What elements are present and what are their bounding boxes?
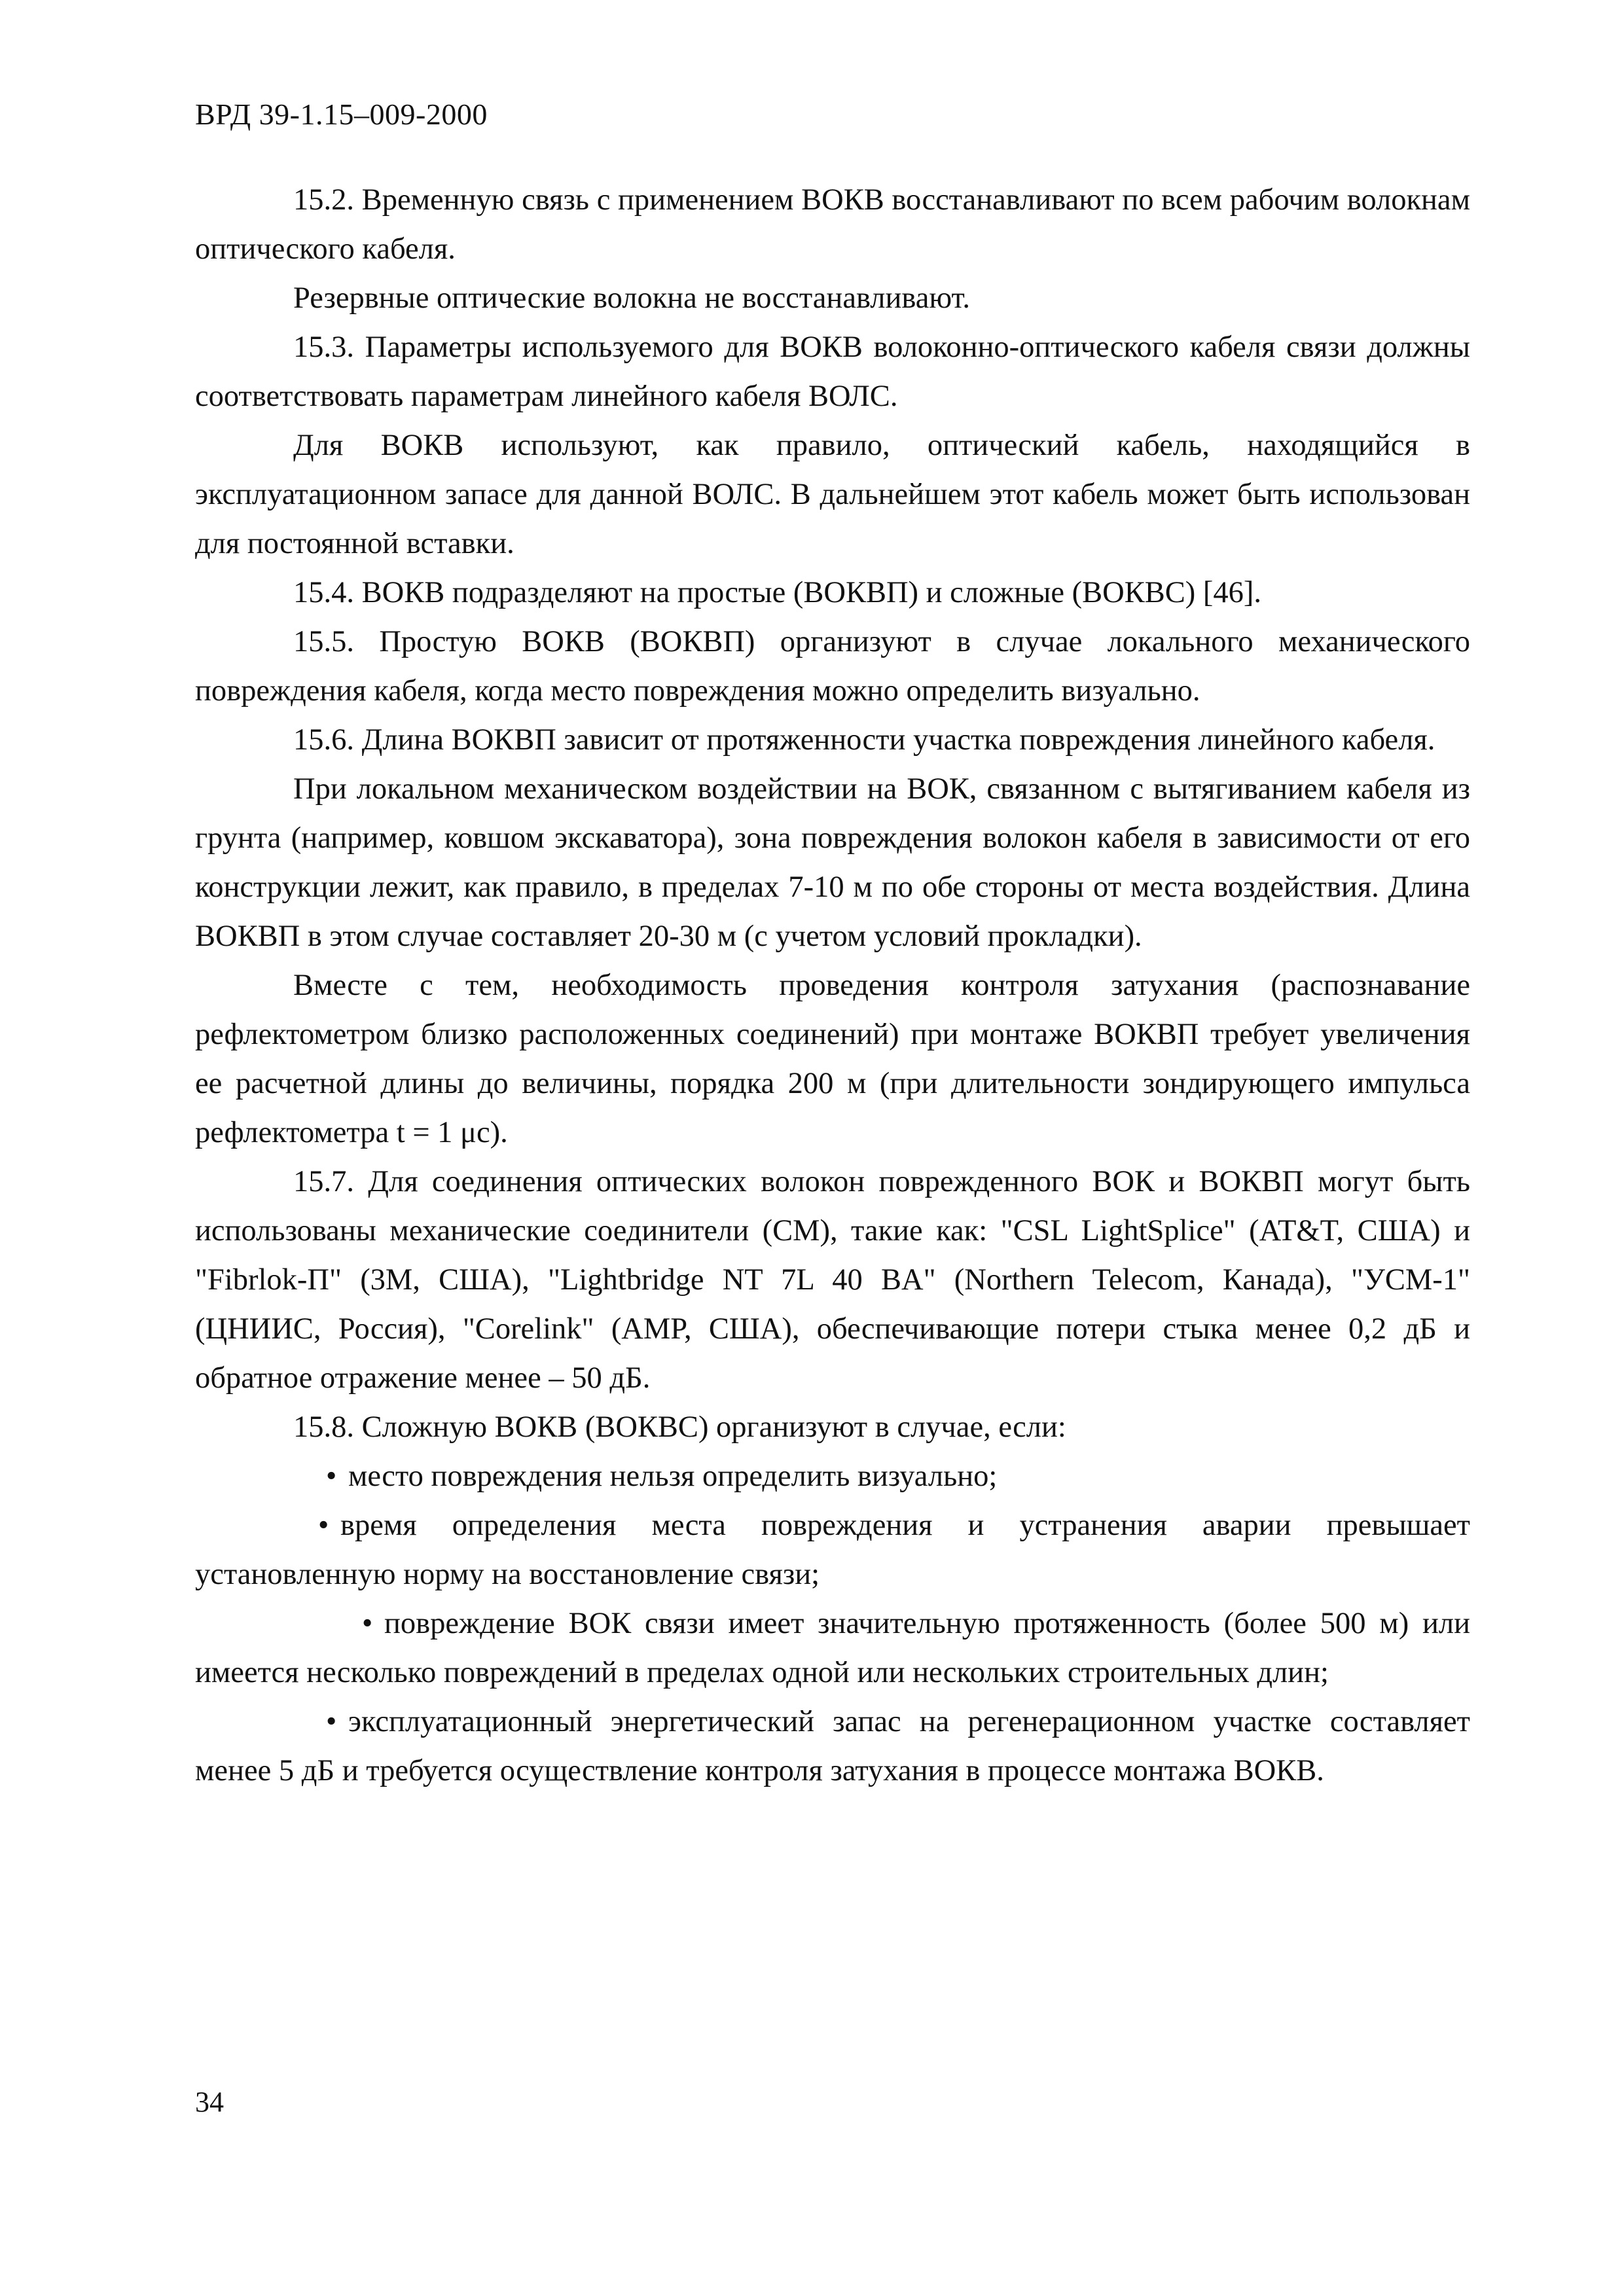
bullet-text: место повреждения нельзя определить визуально;	[348, 1460, 998, 1493]
bullet-icon: •	[326, 1705, 337, 1738]
document-code-header: ВРД 39-1.15–009-2000	[195, 98, 488, 131]
paragraph-15-7: 15.7. Для соединения оптических волокон поврежденного ВОК и ВОКВП могут быть использованы механические соединители (СМ), такие как: "CSL LightSplice" (AT&T, США) и "Fibrlok-П" (3М, США), "Lightbridge NT 7L 40 BA" (Northern Telecom, Канада), "УСМ-1" (ЦНИИС, Россия), "Corelink" (AMP, США), обеспечивающие потери стыка менее 0,2 дБ и обратное отражение менее – 50 дБ.	[195, 1165, 1470, 1395]
paragraph-attenuation-control: Вместе с тем, необходимость проведения контроля затухания (распознавание рефлектометром близко расположенных соединений) при монтаже ВОКВП требует увеличения ее расчетной длины до величины, порядка 200 м (при длительности зондирующего импульса рефлектометра t = 1 μс).	[195, 969, 1470, 1149]
bullet-icon: •	[362, 1607, 373, 1640]
paragraph-cable-usage: Для ВОКВ используют, как правило, оптический кабель, находящийся в эксплуатационном запасе для данной ВОЛС. В дальнейшем этот кабель может быть использован для постоянной вставки.	[195, 429, 1470, 560]
paragraph-15-3: 15.3. Параметры используемого для ВОКВ волоконно-оптического кабеля связи должны соответствовать параметрам линейного кабеля ВОЛС.	[195, 331, 1470, 413]
bullet-item	[195, 1697, 1470, 1795]
paragraph-15-5: 15.5. Простую ВОКВ (ВОКВП) организуют в случае локального механического повреждения кабеля, когда место повреждения можно определить визуально.	[195, 625, 1470, 708]
document-body	[195, 175, 1470, 1795]
paragraph-15-2: 15.2. Временную связь с применением ВОКВ восстанавливают по всем рабочим волокнам оптического кабеля.	[195, 183, 1470, 266]
paragraph-15-4: 15.4. ВОКВ подразделяют на простые (ВОКВП) и сложные (ВОКВС) [46].	[293, 576, 1261, 609]
paragraph-15-8: 15.8. Сложную ВОКВ (ВОКВС) организуют в случае, если:	[293, 1410, 1066, 1444]
paragraph-15-6: 15.6. Длина ВОКВП зависит от протяженности участка повреждения линейного кабеля.	[293, 723, 1435, 757]
bullet-text: повреждение ВОК связи имеет значительную протяженность (более 500 м) или имеется несколько повреждений в пределах одной или нескольких строительных длин;	[195, 1607, 1470, 1689]
bullet-icon: •	[326, 1460, 337, 1493]
bullet-item	[195, 1501, 1470, 1599]
paragraph-local-damage: При локальном механическом воздействии на ВОК, связанном с вытягиванием кабеля из грунта (например, ковшом экскаватора), зона повреждения волокон кабеля в зависимости от его конструкции лежит, как правило, в пределах 7-10 м по обе стороны от места воздействия. Длина ВОКВП в этом случае составляет 20-30 м (с учетом условий прокладки).	[195, 772, 1470, 953]
bullet-item	[195, 1599, 1470, 1697]
page-number: 34	[195, 2086, 224, 2118]
bullet-icon: •	[318, 1509, 329, 1542]
bullet-item	[195, 1452, 1470, 1501]
bullet-text: время определения места повреждения и устранения аварии превышает установленную норму на восстановление связи;	[195, 1509, 1470, 1591]
bullet-text: эксплуатационный энергетический запас на регенерационном участке составляет менее 5 дБ и требуется осуществление контроля затухания в процессе монтажа ВОКВ.	[195, 1705, 1470, 1787]
paragraph-reserve-fibers: Резервные оптические волокна не восстанавливают.	[293, 281, 970, 315]
